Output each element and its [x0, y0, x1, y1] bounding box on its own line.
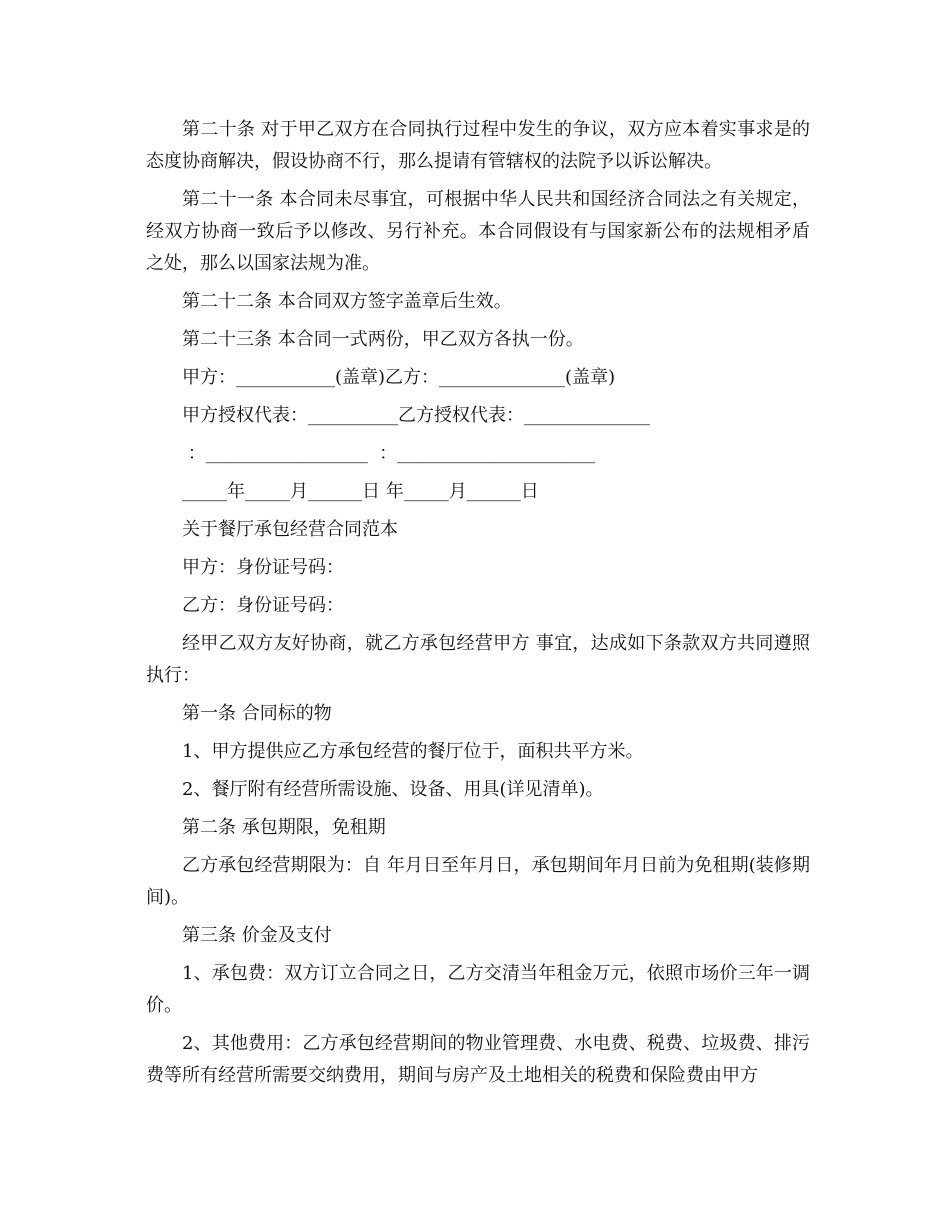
signature-blank-line: ：__________________ ：______________________	[182, 443, 596, 464]
article-1-heading: 第一条 合同标的物	[182, 703, 332, 724]
authorized-representative-line: 甲方授权代表：__________乙方授权代表：______________	[182, 405, 650, 426]
article-1-item-1: 1、甲方提供应乙方承包经营的餐厅位于，面积共平方米。	[182, 741, 644, 762]
article-2-text: 乙方承包经营期限为：自 年月日至年月日，承包期间年月日前为免租期(装修期间)。	[146, 855, 810, 908]
article-3-item-2: 2、其他费用：乙方承包经营期间的物业管理费、水电费、税费、垃圾费、排污费等所有经营所需要交纳费用，期间与房产及土地相关的税费和保险费由甲方	[146, 1033, 810, 1086]
contract-title: 关于餐厅承包经营合同范本	[182, 519, 398, 540]
signature-seal-line: 甲方：___________(盖章)乙方：______________(盖章)	[182, 367, 616, 388]
clause-22: 第二十二条 本合同双方签字盖章后生效。	[182, 291, 512, 312]
party-a-id: 甲方：身份证号码：	[182, 557, 344, 578]
article-1-item-2: 2、餐厅附有经营所需设施、设备、用具(详见清单)。	[182, 779, 604, 800]
clause-23: 第二十三条 本合同一式两份，甲乙双方各执一份。	[182, 329, 584, 350]
article-3-heading: 第三条 价金及支付	[182, 925, 332, 946]
preamble: 经甲乙双方友好协商，就乙方承包经营甲方 事宜，达成如下条款双方共同遵照执行：	[146, 633, 810, 686]
article-3-item-1: 1、承包费：双方订立合同之日，乙方交清当年租金万元，依照市场价三年一调价。	[146, 963, 810, 1016]
date-line: _____年_____月______日 年_____月______日	[182, 481, 539, 502]
article-2-heading: 第二条 承包期限，免租期	[182, 817, 386, 838]
clause-21: 第二十一条 本合同未尽事宜，可根据中华人民共和国经济合同法之有关规定，经双方协商一致后予以修改、另行补充。本合同假设有与国家新公布的法规相矛盾之处，那么以国家法规为准。	[146, 189, 810, 274]
party-b-id: 乙方：身份证号码：	[182, 595, 344, 616]
document-body	[146, 114, 810, 1098]
clause-20: 第二十条 对于甲乙双方在合同执行过程中发生的争议，双方应本着实事求是的态度协商解决，假设协商不行，那么提请有管辖权的法院予以诉讼解决。	[146, 119, 810, 172]
